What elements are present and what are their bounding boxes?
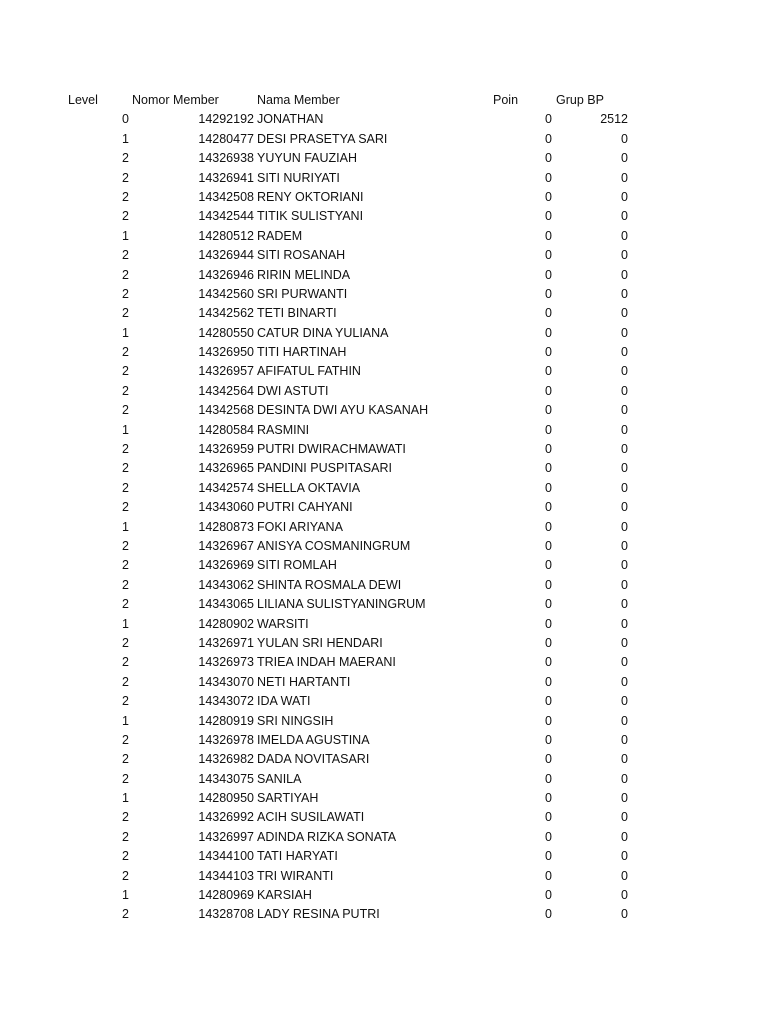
- table-row: [0, 886, 768, 905]
- cell-nama-member: CATUR DINA YULIANA: [257, 325, 389, 340]
- cell-nama-member: WARSITI: [257, 616, 309, 631]
- cell-nomor-member: 14326967: [198, 538, 254, 553]
- table-row: [0, 304, 768, 323]
- cell-nomor-member: 14326938: [198, 151, 254, 166]
- cell-poin: 0: [545, 694, 552, 709]
- table-body: [0, 110, 768, 924]
- cell-nama-member: RASMINI: [257, 422, 310, 437]
- cell-poin: 0: [545, 209, 552, 224]
- cell-nama-member: YUYUN FAUZIAH: [257, 151, 358, 166]
- cell-nama-member: TETI BINARTI: [257, 306, 337, 321]
- cell-nomor-member: 14342564: [198, 383, 254, 398]
- cell-nama-member: NETI HARTANTI: [257, 674, 351, 689]
- cell-poin: 0: [545, 907, 552, 922]
- cell-nama-member: DWI ASTUTI: [257, 383, 329, 398]
- cell-level: 2: [122, 538, 129, 553]
- table-row: [0, 673, 768, 692]
- cell-poin: 0: [545, 286, 552, 301]
- cell-nomor-member: 14343072: [198, 694, 254, 709]
- cell-level: 2: [122, 189, 129, 204]
- table-row: [0, 440, 768, 459]
- cell-grup-bp: 0: [621, 383, 628, 398]
- cell-grup-bp: 0: [621, 442, 628, 457]
- table-row: [0, 498, 768, 517]
- cell-grup-bp: 0: [621, 868, 628, 883]
- cell-nama-member: SRI NINGSIH: [257, 713, 334, 728]
- cell-level: 2: [122, 267, 129, 282]
- cell-grup-bp: 0: [621, 635, 628, 650]
- cell-grup-bp: 0: [621, 345, 628, 360]
- cell-level: 2: [122, 286, 129, 301]
- cell-poin: 0: [545, 480, 552, 495]
- table-row: [0, 556, 768, 575]
- cell-nomor-member: 14326957: [198, 364, 254, 379]
- cell-nomor-member: 14343060: [198, 500, 254, 515]
- cell-nomor-member: 14280550: [198, 325, 254, 340]
- cell-grup-bp: 0: [621, 771, 628, 786]
- cell-nomor-member: 14280512: [198, 228, 254, 243]
- column-header-level: Level: [68, 93, 98, 107]
- table-row: [0, 149, 768, 168]
- cell-nomor-member: 14326997: [198, 829, 254, 844]
- cell-grup-bp: 0: [621, 403, 628, 418]
- cell-nama-member: RIRIN MELINDA: [257, 267, 351, 282]
- cell-nomor-member: 14342562: [198, 306, 254, 321]
- cell-poin: 0: [545, 752, 552, 767]
- cell-nomor-member: 14326959: [198, 442, 254, 457]
- cell-nama-member: AFIFATUL FATHIN: [257, 364, 361, 379]
- table-row: [0, 266, 768, 285]
- cell-poin: 0: [545, 577, 552, 592]
- cell-nama-member: TRI WIRANTI: [257, 868, 334, 883]
- cell-level: 2: [122, 868, 129, 883]
- cell-grup-bp: 0: [621, 791, 628, 806]
- cell-level: 1: [122, 616, 129, 631]
- cell-level: 2: [122, 403, 129, 418]
- table-row: [0, 828, 768, 847]
- cell-nama-member: IMELDA AGUSTINA: [257, 732, 370, 747]
- cell-level: 2: [122, 248, 129, 263]
- cell-grup-bp: 0: [621, 810, 628, 825]
- cell-grup-bp: 0: [621, 364, 628, 379]
- cell-poin: 0: [545, 791, 552, 806]
- cell-level: 2: [122, 810, 129, 825]
- cell-nomor-member: 14326969: [198, 558, 254, 573]
- cell-grup-bp: 0: [621, 151, 628, 166]
- cell-grup-bp: 0: [621, 577, 628, 592]
- cell-nomor-member: 14280902: [198, 616, 254, 631]
- cell-poin: 0: [545, 112, 552, 127]
- cell-nama-member: ADINDA RIZKA SONATA: [257, 829, 397, 844]
- cell-poin: 0: [545, 829, 552, 844]
- column-header-grup-bp: Grup BP: [556, 93, 604, 107]
- cell-nama-member: ACIH SUSILAWATI: [257, 810, 365, 825]
- cell-grup-bp: 0: [621, 422, 628, 437]
- cell-level: 1: [122, 422, 129, 437]
- cell-nomor-member: 14280584: [198, 422, 254, 437]
- cell-grup-bp: 0: [621, 538, 628, 553]
- table-row: [0, 731, 768, 750]
- table-row: [0, 808, 768, 827]
- cell-grup-bp: 0: [621, 752, 628, 767]
- cell-poin: 0: [545, 771, 552, 786]
- table-row: [0, 401, 768, 420]
- cell-grup-bp: 0: [621, 267, 628, 282]
- cell-grup-bp: 0: [621, 131, 628, 146]
- cell-nomor-member: 14326971: [198, 635, 254, 650]
- cell-nomor-member: 14342508: [198, 189, 254, 204]
- cell-nama-member: TITI HARTINAH: [257, 345, 347, 360]
- cell-nomor-member: 14326978: [198, 732, 254, 747]
- cell-grup-bp: 0: [621, 597, 628, 612]
- cell-nama-member: YULAN SRI HENDARI: [257, 635, 383, 650]
- cell-nama-member: PUTRI DWIRACHMAWATI: [257, 442, 406, 457]
- cell-grup-bp: 0: [621, 228, 628, 243]
- table-row: [0, 227, 768, 246]
- cell-nama-member: RENY OKTORIANI: [257, 189, 364, 204]
- cell-nama-member: SRI PURWANTI: [257, 286, 348, 301]
- cell-level: 2: [122, 771, 129, 786]
- cell-grup-bp: 0: [621, 732, 628, 747]
- table-row: [0, 537, 768, 556]
- cell-poin: 0: [545, 228, 552, 243]
- cell-grup-bp: 0: [621, 616, 628, 631]
- cell-nomor-member: 14326946: [198, 267, 254, 282]
- table-row: [0, 324, 768, 343]
- cell-level: 1: [122, 791, 129, 806]
- cell-grup-bp: 0: [621, 248, 628, 263]
- cell-poin: 0: [545, 461, 552, 476]
- cell-nomor-member: 14326982: [198, 752, 254, 767]
- cell-poin: 0: [545, 189, 552, 204]
- cell-poin: 0: [545, 500, 552, 515]
- table-row: [0, 789, 768, 808]
- cell-level: 1: [122, 519, 129, 534]
- cell-level: 2: [122, 170, 129, 185]
- cell-nomor-member: 14280969: [198, 888, 254, 903]
- cell-nomor-member: 14292192: [198, 112, 254, 127]
- cell-level: 2: [122, 345, 129, 360]
- cell-nomor-member: 14326950: [198, 345, 254, 360]
- table-row: [0, 130, 768, 149]
- cell-level: 2: [122, 655, 129, 670]
- cell-poin: 0: [545, 248, 552, 263]
- cell-grup-bp: 0: [621, 170, 628, 185]
- cell-poin: 0: [545, 383, 552, 398]
- cell-poin: 0: [545, 732, 552, 747]
- cell-nama-member: KARSIAH: [257, 888, 312, 903]
- table-row: [0, 188, 768, 207]
- cell-level: 1: [122, 888, 129, 903]
- table-row: [0, 750, 768, 769]
- cell-nama-member: SANILA: [257, 771, 302, 786]
- cell-nama-member: TRIEA INDAH MAERANI: [257, 655, 396, 670]
- cell-nomor-member: 14342574: [198, 480, 254, 495]
- cell-poin: 0: [545, 364, 552, 379]
- cell-level: 2: [122, 306, 129, 321]
- cell-poin: 0: [545, 849, 552, 864]
- cell-poin: 0: [545, 170, 552, 185]
- cell-nama-member: IDA WATI: [257, 694, 311, 709]
- cell-poin: 0: [545, 635, 552, 650]
- cell-poin: 0: [545, 131, 552, 146]
- cell-grup-bp: 0: [621, 674, 628, 689]
- cell-nama-member: ANISYA COSMANINGRUM: [257, 538, 411, 553]
- table-row: [0, 479, 768, 498]
- cell-level: 2: [122, 577, 129, 592]
- cell-poin: 0: [545, 151, 552, 166]
- cell-poin: 0: [545, 597, 552, 612]
- table-row: [0, 518, 768, 537]
- column-header-poin: Poin: [493, 93, 519, 107]
- cell-level: 2: [122, 558, 129, 573]
- cell-level: 2: [122, 752, 129, 767]
- cell-grup-bp: 0: [621, 888, 628, 903]
- cell-level: 2: [122, 907, 129, 922]
- cell-poin: 0: [545, 306, 552, 321]
- cell-nama-member: SHINTA ROSMALA DEWI: [257, 577, 402, 592]
- cell-level: 1: [122, 131, 129, 146]
- cell-grup-bp: 0: [621, 519, 628, 534]
- table-row: [0, 770, 768, 789]
- cell-grup-bp: 0: [621, 325, 628, 340]
- table-row: [0, 692, 768, 711]
- cell-nomor-member: 14342568: [198, 403, 254, 418]
- cell-poin: 0: [545, 558, 552, 573]
- table-row: [0, 285, 768, 304]
- cell-level: 2: [122, 694, 129, 709]
- cell-level: 0: [122, 112, 129, 127]
- cell-nomor-member: 14342544: [198, 209, 254, 224]
- table-row: [0, 847, 768, 866]
- table-row: [0, 653, 768, 672]
- cell-poin: 0: [545, 422, 552, 437]
- cell-nama-member: PUTRI CAHYANI: [257, 500, 353, 515]
- cell-poin: 0: [545, 810, 552, 825]
- cell-nama-member: LADY RESINA PUTRI: [257, 907, 380, 922]
- cell-nama-member: SHELLA OKTAVIA: [257, 480, 361, 495]
- column-header-nomor-member: Nomor Member: [132, 93, 219, 107]
- cell-grup-bp: 0: [621, 849, 628, 864]
- cell-grup-bp: 0: [621, 461, 628, 476]
- cell-nama-member: TATI HARYATI: [257, 849, 338, 864]
- cell-poin: 0: [545, 345, 552, 360]
- column-header-nama-member: Nama Member: [257, 93, 340, 107]
- cell-grup-bp: 0: [621, 500, 628, 515]
- cell-level: 2: [122, 364, 129, 379]
- cell-nama-member: SITI ROMLAH: [257, 558, 337, 573]
- cell-poin: 0: [545, 713, 552, 728]
- cell-nomor-member: 14280873: [198, 519, 254, 534]
- table-row: [0, 169, 768, 188]
- cell-level: 2: [122, 500, 129, 515]
- table-row: [0, 382, 768, 401]
- cell-nama-member: LILIANA SULISTYANINGRUM: [257, 597, 426, 612]
- cell-poin: 0: [545, 519, 552, 534]
- table-row: [0, 712, 768, 731]
- cell-level: 2: [122, 597, 129, 612]
- cell-grup-bp: 0: [621, 209, 628, 224]
- table-header-row: [0, 91, 768, 110]
- cell-grup-bp: 0: [621, 694, 628, 709]
- cell-nomor-member: 14280477: [198, 131, 254, 146]
- cell-poin: 0: [545, 538, 552, 553]
- cell-nomor-member: 14343070: [198, 674, 254, 689]
- cell-grup-bp: 0: [621, 189, 628, 204]
- cell-nomor-member: 14342560: [198, 286, 254, 301]
- cell-level: 2: [122, 461, 129, 476]
- cell-nomor-member: 14344100: [198, 849, 254, 864]
- table-row: [0, 110, 768, 129]
- cell-level: 2: [122, 674, 129, 689]
- cell-poin: 0: [545, 616, 552, 631]
- table-row: [0, 867, 768, 886]
- cell-poin: 0: [545, 403, 552, 418]
- table-row: [0, 362, 768, 381]
- cell-level: 2: [122, 442, 129, 457]
- cell-nama-member: DADA NOVITASARI: [257, 752, 370, 767]
- cell-nomor-member: 14326941: [198, 170, 254, 185]
- cell-nama-member: RADEM: [257, 228, 303, 243]
- cell-nomor-member: 14343062: [198, 577, 254, 592]
- cell-grup-bp: 0: [621, 829, 628, 844]
- cell-nama-member: SITI NURIYATI: [257, 170, 340, 185]
- table-row: [0, 615, 768, 634]
- cell-level: 2: [122, 209, 129, 224]
- cell-grup-bp: 0: [621, 907, 628, 922]
- cell-nama-member: DESI PRASETYA SARI: [257, 131, 388, 146]
- cell-grup-bp: 0: [621, 480, 628, 495]
- cell-nomor-member: 14344103: [198, 868, 254, 883]
- cell-level: 2: [122, 635, 129, 650]
- cell-nama-member: DESINTA DWI AYU KASANAH: [257, 403, 429, 418]
- table-row: [0, 207, 768, 226]
- cell-level: 2: [122, 829, 129, 844]
- cell-nomor-member: 14280919: [198, 713, 254, 728]
- cell-poin: 0: [545, 325, 552, 340]
- cell-poin: 0: [545, 655, 552, 670]
- cell-grup-bp: 2512: [600, 112, 628, 127]
- cell-nomor-member: 14328708: [198, 907, 254, 922]
- cell-grup-bp: 0: [621, 558, 628, 573]
- cell-nama-member: JONATHAN: [257, 112, 324, 127]
- cell-poin: 0: [545, 868, 552, 883]
- cell-nomor-member: 14326992: [198, 810, 254, 825]
- table-row: [0, 576, 768, 595]
- cell-nomor-member: 14326965: [198, 461, 254, 476]
- cell-nama-member: SARTIYAH: [257, 791, 319, 806]
- cell-poin: 0: [545, 674, 552, 689]
- cell-nomor-member: 14343075: [198, 771, 254, 786]
- table-row: [0, 421, 768, 440]
- cell-level: 1: [122, 713, 129, 728]
- table-row: [0, 343, 768, 362]
- cell-level: 2: [122, 151, 129, 166]
- cell-level: 1: [122, 228, 129, 243]
- cell-level: 2: [122, 383, 129, 398]
- table-row: [0, 595, 768, 614]
- cell-level: 2: [122, 849, 129, 864]
- table-row: [0, 459, 768, 478]
- member-table: [0, 91, 768, 925]
- cell-nomor-member: 14280950: [198, 791, 254, 806]
- cell-nama-member: TITIK SULISTYANI: [257, 209, 364, 224]
- cell-nomor-member: 14326944: [198, 248, 254, 263]
- cell-level: 1: [122, 325, 129, 340]
- cell-nomor-member: 14343065: [198, 597, 254, 612]
- table-row: [0, 246, 768, 265]
- cell-nomor-member: 14326973: [198, 655, 254, 670]
- cell-poin: 0: [545, 267, 552, 282]
- cell-level: 2: [122, 732, 129, 747]
- cell-nama-member: FOKI ARIYANA: [257, 519, 343, 534]
- cell-grup-bp: 0: [621, 286, 628, 301]
- cell-poin: 0: [545, 442, 552, 457]
- cell-grup-bp: 0: [621, 655, 628, 670]
- cell-grup-bp: 0: [621, 713, 628, 728]
- cell-level: 2: [122, 480, 129, 495]
- table-row: [0, 905, 768, 924]
- table-row: [0, 634, 768, 653]
- cell-nama-member: PANDINI PUSPITASARI: [257, 461, 392, 476]
- cell-grup-bp: 0: [621, 306, 628, 321]
- cell-poin: 0: [545, 888, 552, 903]
- cell-nama-member: SITI ROSANAH: [257, 248, 346, 263]
